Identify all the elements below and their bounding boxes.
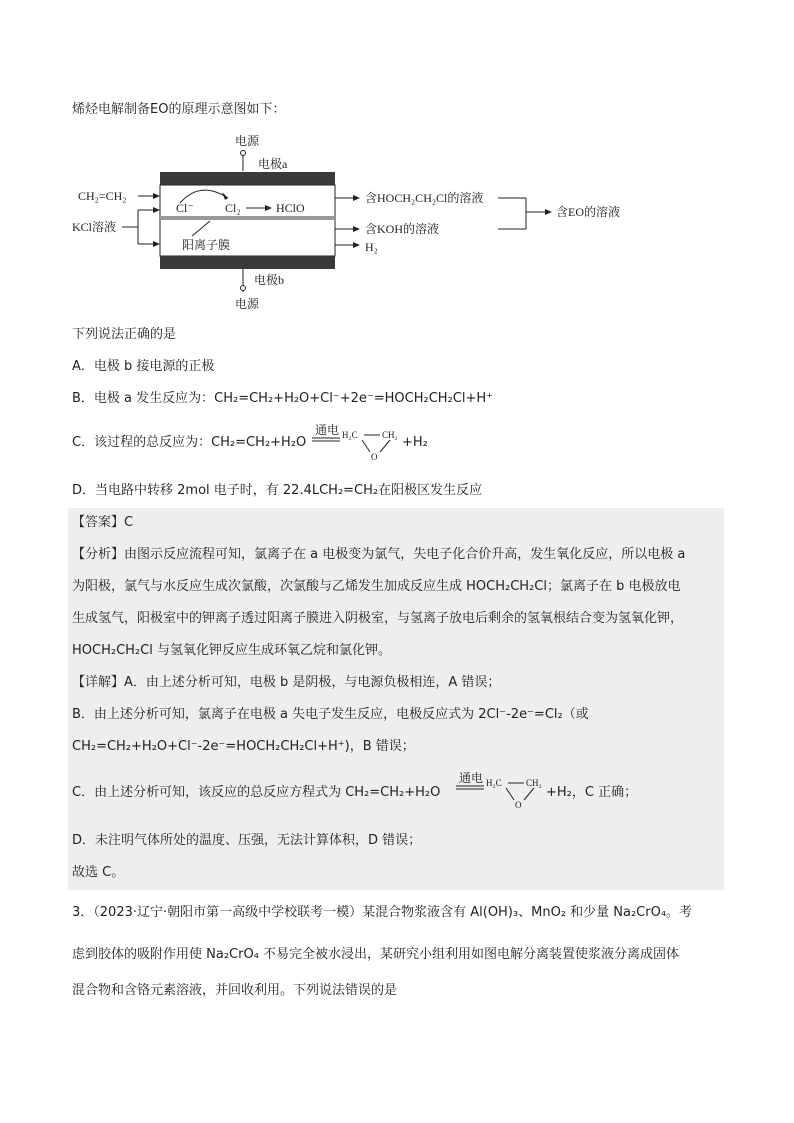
detail-final: 故选 C。 — [72, 865, 125, 880]
hclo-label: HClO — [276, 201, 305, 215]
power-top-label: 电源 — [235, 134, 260, 148]
chloride-ion-label: Cl⁻ — [176, 201, 194, 215]
option-a: A．电极 b 接电源的正极 — [72, 359, 215, 374]
feed-kcl-label: KCl溶液 — [72, 220, 117, 234]
analysis-line-1: 【分析】由图示反应流程可知，氯离子在 a 电极变为氯气，失电子化合价升高，发生氧化反应，所以电极 a — [72, 547, 686, 562]
electrode-b — [160, 256, 335, 269]
epoxide-left: H₂C — [342, 430, 358, 440]
electrode-a — [160, 172, 335, 185]
chlorine-label: Cl₂ — [225, 201, 241, 215]
power-bottom-label: 电源 — [235, 297, 260, 311]
detail-d: D．未注明气体所处的温度、压强，无法计算体积，D 错误； — [72, 833, 422, 848]
answer-line: 【答案】C — [72, 515, 134, 530]
next-question-line-1: 3．（2023·辽宁·朝阳市第一高级中学校联考一模）某混合物浆液含有 Al(OH)₃、MnO₂ 和少量 Na₂CrO₄。考 — [72, 905, 693, 920]
analysis-line-4: HOCH₂CH₂Cl 与氢氧化钾反应生成环氧乙烷和氯化钾。 — [72, 643, 391, 658]
feed-ethylene-label: CH₂=CH₂ — [78, 189, 127, 203]
cation-membrane — [160, 216, 335, 220]
epoxide-oxygen: O — [371, 452, 378, 462]
epoxide-structure — [312, 422, 412, 462]
intro-text: 烯烃电解制备EO的原理示意图如下： — [72, 102, 286, 117]
electrode-a-label: 电极a — [258, 157, 288, 171]
next-question-line-3: 混合物和含铬元素溶液，并回收利用。下列说法错误的是 — [72, 983, 398, 998]
output-koh-label: 含KOH的溶液 — [365, 222, 439, 236]
epoxide-left-detail: H₂C — [486, 778, 502, 788]
epoxide-oxygen-detail: O — [515, 800, 522, 810]
membrane-label: 阳离子膜 — [182, 238, 231, 252]
power-terminal-top — [241, 151, 246, 156]
detail-a: 【详解】A．由上述分析可知，电极 b 是阴极，与电源负极相连，A 错误； — [72, 675, 501, 690]
epoxide-right-detail: CH₂ — [526, 778, 542, 788]
analysis-line-3: 生成氢气，阳极室中的钾离子透过阳离子膜进入阴极室，与氢离子放电后剩余的氢氧根结合变为氢氧化钾， — [72, 611, 684, 626]
analysis-line-2: 为阳极，氯气与水反应生成次氯酸，次氯酸与乙烯发生加成反应生成 HOCH₂CH₂Cl；氯离子在 b 电极放电 — [72, 579, 681, 594]
epoxide-right: CH₂ — [382, 430, 398, 440]
electrolysis-diagram — [60, 128, 660, 318]
arrow-label-detail: 通电 — [459, 771, 484, 785]
epoxide-structure-detail — [456, 770, 556, 810]
option-d: D．当电路中转移 2mol 电子时，有 22.4LCH₂=CH₂在阳极区发生反应 — [72, 483, 483, 498]
output-h2-label: H₂ — [365, 240, 378, 254]
detail-b-line-2: CH₂=CH₂+H₂O+Cl⁻-2e⁻=HOCH₂CH₂Cl+H⁺)，B 错误； — [72, 739, 415, 754]
detail-c-suffix: +H₂，C 正确； — [546, 785, 638, 800]
next-question-line-2: 虑到胶体的吸附作用使 Na₂CrO₄ 不易完全被水浸出，某研究小组利用如图电解分离装置使浆液分离成固体 — [72, 947, 680, 962]
option-b: B．电极 a 发生反应为：CH₂=CH₂+H₂O+Cl⁻+2e⁻=HOCH₂CH₂Cl+H⁺ — [72, 391, 493, 406]
detail-b-line-1: B．由上述分析可知，氯离子在电极 a 失电子发生反应，电极反应式为 2Cl⁻-2e⁻=Cl₂（或 — [72, 707, 589, 722]
output-hoch2ch2cl-label: 含HOCH₂CH₂Cl的溶液 — [365, 191, 484, 205]
question-stem: 下列说法正确的是 — [72, 327, 177, 342]
power-terminal-bottom — [241, 286, 246, 291]
detail-c-prefix: C．由上述分析可知，该反应的总反应方程式为 CH₂=CH₂+H₂O — [72, 785, 441, 800]
output-eo-label: 含EO的溶液 — [556, 205, 620, 219]
option-c-prefix: C．该过程的总反应为：CH₂=CH₂+H₂O — [72, 435, 307, 450]
electrode-b-label: 电极b — [254, 273, 285, 287]
option-c-suffix: +H₂ — [402, 435, 428, 450]
arrow-label: 通电 — [315, 423, 340, 437]
